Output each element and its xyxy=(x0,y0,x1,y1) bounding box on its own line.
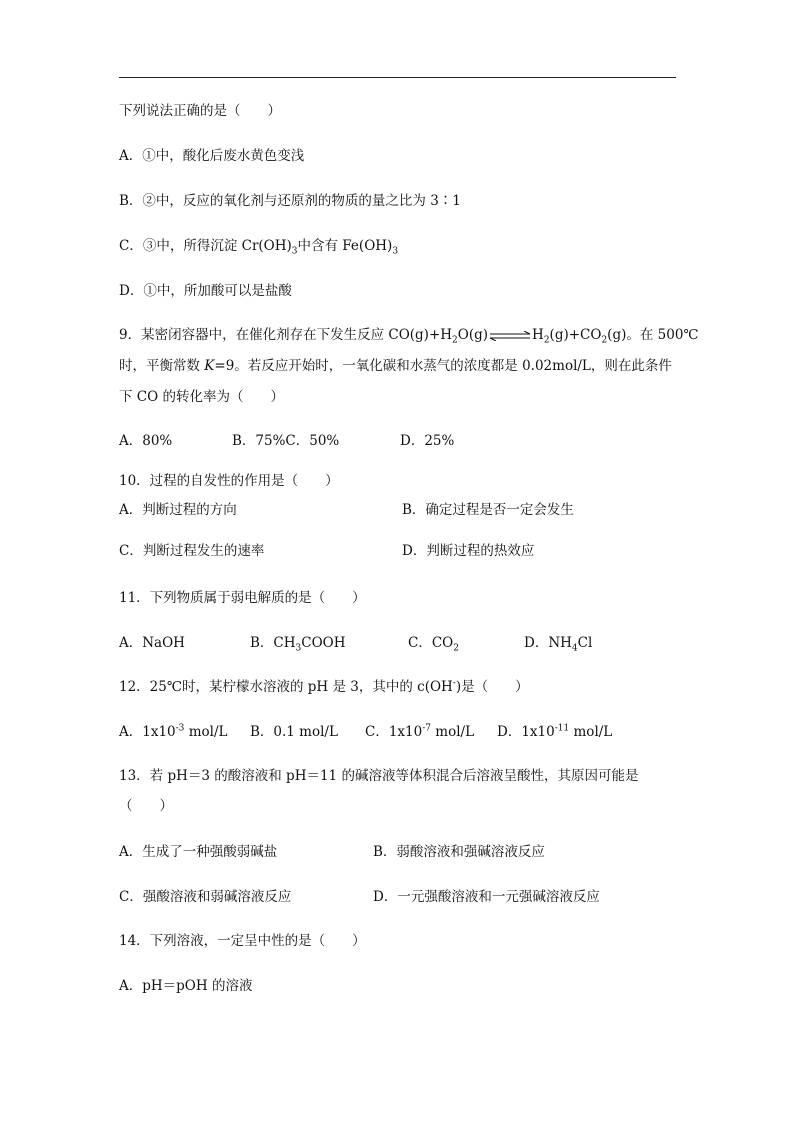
q13-option-b: B．弱酸溶液和强碱溶液反应 xyxy=(373,844,545,860)
subscript: 3 xyxy=(295,643,302,654)
q9-text: (g)+CO xyxy=(549,327,602,343)
q9-text: 9．某密闭容器中，在催化剂存在下发生反应 CO(g)+H xyxy=(119,327,453,343)
q9-line-3: 下 CO 的转化率为（ ） xyxy=(119,389,284,405)
q8-option-a: A．①中，酸化后废水黄色变浅 xyxy=(119,148,305,164)
q11-option-c xyxy=(408,634,459,652)
q9-option-d: D．25% xyxy=(400,433,455,449)
q14-option-a: A．pH＝pOH 的溶液 xyxy=(119,978,253,994)
subscript: 2 xyxy=(452,335,458,346)
q9-text: O(g) xyxy=(457,327,489,343)
q10-option-b: B．确定过程是否一定会发生 xyxy=(402,502,574,518)
q12-option-d-text: mol/L xyxy=(569,724,613,740)
q8-option-b: B．②中，反应的氧化剂与还原剂的物质的量之比为 3∶1 xyxy=(119,193,461,209)
superscript: -7 xyxy=(422,723,431,734)
subscript: 2 xyxy=(543,335,550,346)
q13-option-c: C．强酸溶液和弱碱溶液反应 xyxy=(119,889,292,905)
q12-option-c-text: mol/L xyxy=(431,724,475,740)
q9-text: =9。若反应开始时，一氧化碳和水蒸气的浓度都是 0.02mol/L，则在此条件 xyxy=(214,358,672,374)
q9-option-bc: B．75%C．50% xyxy=(232,433,340,449)
q9-line-2 xyxy=(119,357,672,375)
q12-option-d xyxy=(497,723,612,741)
subscript: 2 xyxy=(601,335,608,346)
q8-option-c-text: 中含有 Fe(OH) xyxy=(297,238,393,254)
q11-option-d-text: D．NH xyxy=(524,635,572,651)
q13-line-1: 13．若 pH＝3 的酸溶液和 pH＝11 的碱溶液等体积混合后溶液呈酸性，其原因可能是 xyxy=(119,768,639,784)
q13-option-a: A．生成了一种强酸弱碱盐 xyxy=(119,844,278,860)
equilibrium-constant-symbol: K xyxy=(204,358,215,374)
q11-option-d-text: Cl xyxy=(577,635,593,651)
q12-text: 12．25℃时，某柠檬水溶液的 pH 是 3，其中的 c(OH xyxy=(119,679,453,695)
q11-stem: 11．下列物质属于弱电解质的是（ ） xyxy=(119,590,366,606)
superscript: -11 xyxy=(554,723,570,734)
q9-text: 时，平衡常数 xyxy=(119,358,205,374)
q12-stem xyxy=(119,678,529,696)
subscript: 2 xyxy=(453,643,459,654)
header-rule xyxy=(119,77,676,78)
q8-option-c-text: C．③中，所得沉淀 Cr(OH) xyxy=(119,238,292,254)
superscript: -3 xyxy=(175,723,185,734)
q12-option-a-text: mol/L xyxy=(184,724,228,740)
q8-option-c xyxy=(119,237,398,255)
subscript: 4 xyxy=(571,643,578,654)
q11-option-c-text: C．CO xyxy=(408,635,454,651)
q9-text: H xyxy=(532,327,544,343)
q8-stem: 下列说法正确的是（ ） xyxy=(119,103,281,119)
q11-option-b xyxy=(250,634,346,652)
q10-stem: 10．过程的自发性的作用是（ ） xyxy=(119,473,339,489)
q12-option-a-text: A．1x10 xyxy=(119,724,176,740)
equilibrium-arrow-icon xyxy=(488,331,532,341)
q12-option-a xyxy=(119,723,227,741)
q11-option-d xyxy=(524,634,592,652)
q12-option-d-text: D．1x10 xyxy=(497,724,555,740)
q10-option-a: A．判断过程的方向 xyxy=(119,502,237,518)
q12-option-c xyxy=(365,723,474,741)
q9-option-a: A．80% xyxy=(119,433,173,449)
q12-option-c-text: C．1x10 xyxy=(365,724,423,740)
q9-text: (g)。在 500℃ xyxy=(607,327,699,343)
q12-text: )是（ ） xyxy=(455,679,529,695)
superscript: - xyxy=(452,678,456,689)
q10-option-d: D．判断过程的热效应 xyxy=(402,543,535,559)
q8-option-d: D．①中，所加酸可以是盐酸 xyxy=(119,283,292,299)
subscript: 3 xyxy=(291,246,298,257)
q9-line-1 xyxy=(119,326,699,344)
q13-line-2: （ ） xyxy=(119,798,173,814)
q11-option-b-text: B．CH xyxy=(250,635,296,651)
q13-option-d: D．一元强酸溶液和一元强碱溶液反应 xyxy=(373,889,600,905)
q11-option-a: A．NaOH xyxy=(119,635,185,651)
subscript: 3 xyxy=(392,246,399,257)
q11-option-b-text: COOH xyxy=(301,635,346,651)
q14-stem: 14．下列溶液，一定呈中性的是（ ） xyxy=(119,933,366,949)
q12-option-b: B．0.1 mol/L xyxy=(250,724,338,740)
q10-option-c: C．判断过程发生的速率 xyxy=(119,543,265,559)
